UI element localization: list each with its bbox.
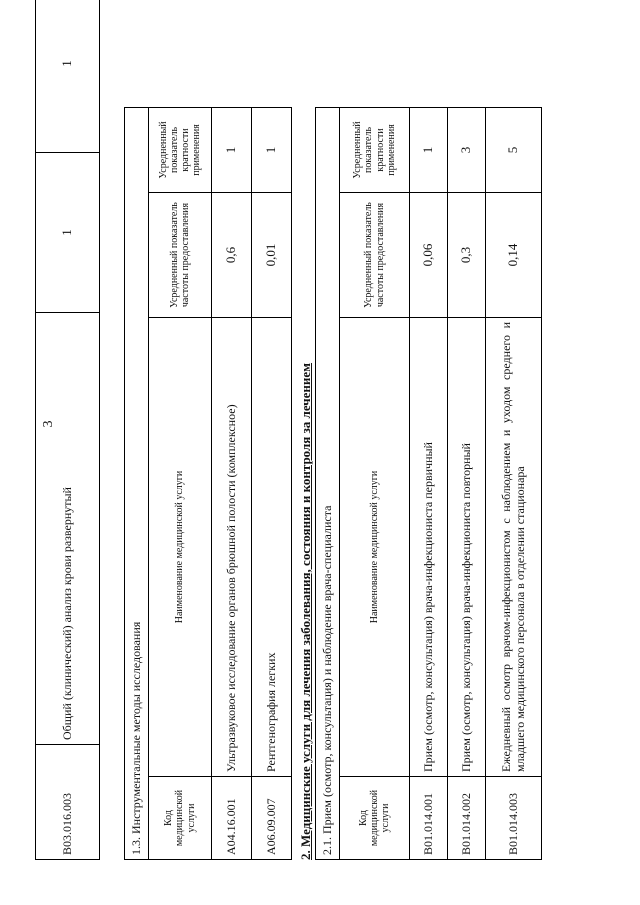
code-cell: A06.09.007 [252, 777, 292, 860]
freq-cell: 1 [36, 153, 100, 313]
mult-cell: 1 [36, 0, 100, 153]
section-2-title: 2. Медицинские услуги для лечения заболевания, состояния и контроля за лечением [298, 362, 313, 860]
table-row [212, 107, 252, 859]
table-1-3 [124, 107, 292, 860]
table-2-1 [315, 107, 542, 860]
freq-cell: 0,01 [252, 193, 292, 318]
mult-cell: 1 [252, 107, 292, 192]
freq-cell: 0,06 [410, 193, 448, 318]
header-mult: Усредненный показатель кратности применения [340, 107, 410, 192]
header-name: Наименование медицинской услуги [149, 318, 212, 777]
name-cell: Рентгенография легких [252, 318, 292, 777]
header-code: Код медицинской услуги [149, 777, 212, 860]
table-row [448, 107, 486, 859]
name-cell: Прием (осмотр, консультация) врача-инфекциониста первичный [410, 318, 448, 777]
header-mult: Усредненный показатель кратности применения [149, 107, 212, 192]
code-cell: A04.16.001 [212, 777, 252, 860]
mult-cell: 5 [486, 107, 542, 192]
name-cell: Общий (клинический) анализ крови развернутый [36, 313, 100, 745]
table-row [486, 107, 542, 859]
name-cell: Ежедневный осмотр врачом-инфекционистом с наблюдением и уходом среднего и младшего медицинского персонала в отделении стационара [486, 318, 542, 777]
code-cell: B01.014.003 [486, 777, 542, 860]
section-2-1-title: 2.1. Прием (осмотр, консультация) и наблюдение врача-специалиста [316, 107, 340, 859]
header-code: Код медицинской услуги [340, 777, 410, 860]
mult-cell: 1 [410, 107, 448, 192]
header-freq: Усредненный показатель частоты предоставления [340, 193, 410, 318]
name-cell: Ультразвуковое исследование органов брюшной полости (комплексное) [212, 318, 252, 777]
section-title-row [316, 107, 340, 859]
header-name: Наименование медицинской услуги [340, 318, 410, 777]
table-row [36, 0, 100, 860]
freq-cell: 0,6 [212, 193, 252, 318]
freq-cell: 0,3 [448, 193, 486, 318]
name-cell: Прием (осмотр, консультация) врача-инфекциониста повторный [448, 318, 486, 777]
section-title-row [125, 107, 149, 859]
table-row [252, 107, 292, 859]
code-cell: B01.014.002 [448, 777, 486, 860]
header-row [149, 107, 212, 859]
mult-cell: 1 [212, 107, 252, 192]
table-row [410, 107, 448, 859]
mult-cell: 3 [448, 107, 486, 192]
freq-cell: 0,14 [486, 193, 542, 318]
code-cell: B03.016.003 [36, 745, 100, 860]
page-number: 3 [41, 420, 56, 428]
header-row [340, 107, 410, 859]
code-cell: B01.014.001 [410, 777, 448, 860]
section-1-3-title: 1.3. Инструментальные методы исследования [125, 107, 149, 859]
header-freq: Усредненный показатель частоты предоставления [149, 193, 212, 318]
top-table [35, 0, 100, 860]
